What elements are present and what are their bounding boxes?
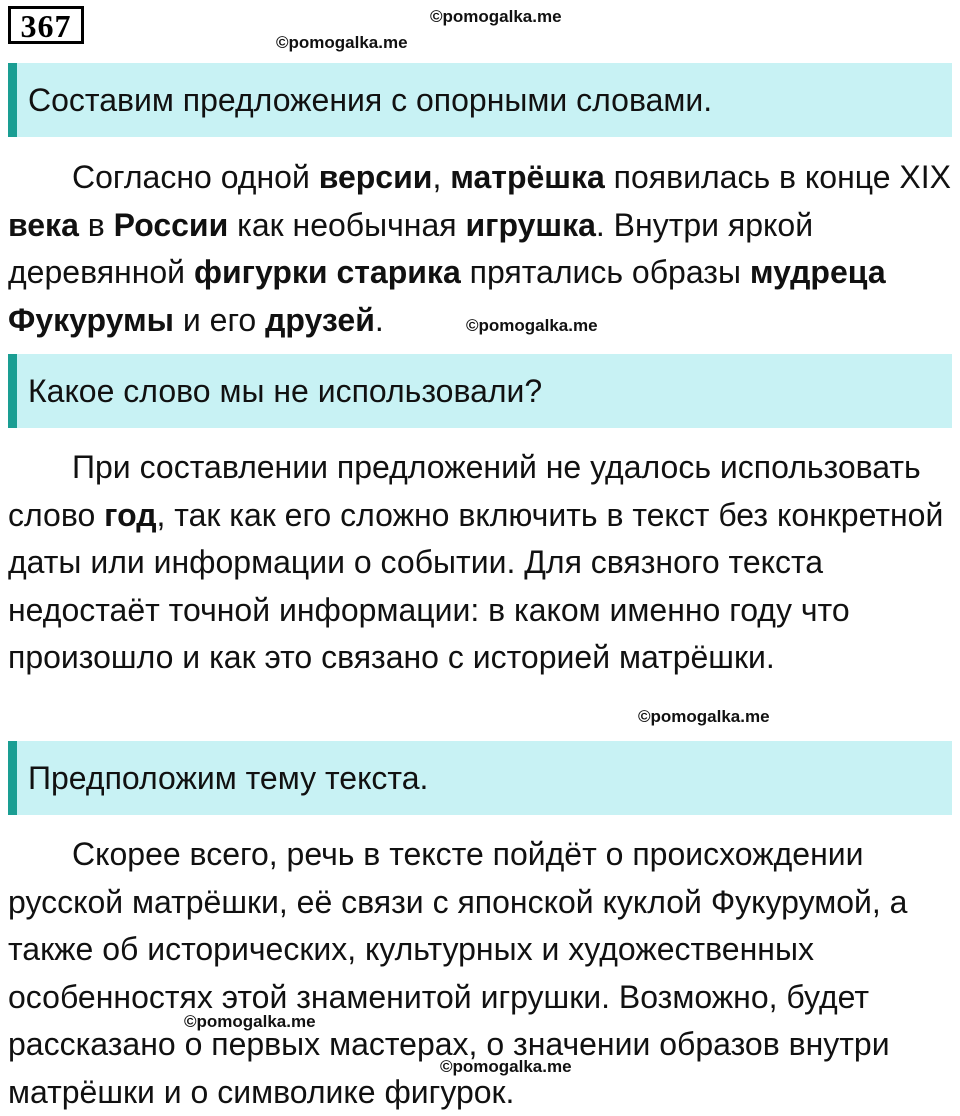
paragraph-text: в [78, 206, 114, 243]
bold-keyword: мудреца Фукурумы [8, 254, 886, 338]
section-paragraph-2 [8, 444, 952, 682]
watermark: ©pomogalka.me [184, 1012, 316, 1031]
section-heading-text: Предположим тему текста. [28, 759, 429, 796]
bold-keyword: друзей [265, 301, 375, 338]
section-heading-1 [8, 63, 952, 137]
task-number-box: 367 [8, 6, 84, 44]
bold-keyword: века [8, 206, 79, 243]
paragraph-text: как необычная [228, 206, 466, 243]
paragraph-text: появилась в конце XIX [604, 159, 951, 195]
bold-keyword: год [104, 496, 157, 533]
paragraph-text: прятались образы [460, 254, 750, 290]
watermark: ©pomogalka.me [276, 33, 408, 52]
paragraph-text: , так как его сложно включить в текст без конкретной даты или информации о событии. Для связного текста недостаёт точной информации: в каком именно году что произошло и как это связано с историей матрёшки. [8, 496, 944, 675]
paragraph-text: . Внутри яркой деревянной [8, 206, 814, 290]
paragraph-text: Согласно одной [72, 159, 319, 195]
watermark: ©pomogalka.me [430, 7, 562, 26]
bold-keyword: фигурки старика [193, 254, 461, 290]
section-heading-text: Составим предложения с опорными словами. [28, 81, 713, 118]
paragraph-text: . [374, 301, 384, 338]
bold-keyword: России [113, 206, 229, 243]
watermark: ©pomogalka.me [466, 316, 598, 335]
section-heading-text: Какое слово мы не использовали? [28, 372, 543, 409]
bold-keyword: матрёшка [450, 159, 605, 195]
paragraph-text: , [432, 159, 451, 195]
paragraph-text: При составлении предложений не удалось использовать слово [8, 449, 921, 533]
bold-keyword: игрушка [465, 206, 596, 243]
paragraph-text: и его [174, 301, 266, 338]
paragraph-text: Скорее всего, речь в тексте пойдёт о происхождении русской матрёшки, её связи с японской куклой Фукурумой, а также об исторических, культурных и художественных особенностях этой знаменитой игрушки. Возможно, будет рассказано о первых мастерах, о значении образов внутри матрёшки и о символике фигурок. [8, 836, 908, 1110]
section-heading-2 [8, 354, 952, 428]
watermark: ©pomogalka.me [440, 1057, 572, 1076]
bold-keyword: версии [318, 159, 433, 195]
section-heading-3 [8, 741, 952, 815]
watermark: ©pomogalka.me [638, 707, 770, 726]
